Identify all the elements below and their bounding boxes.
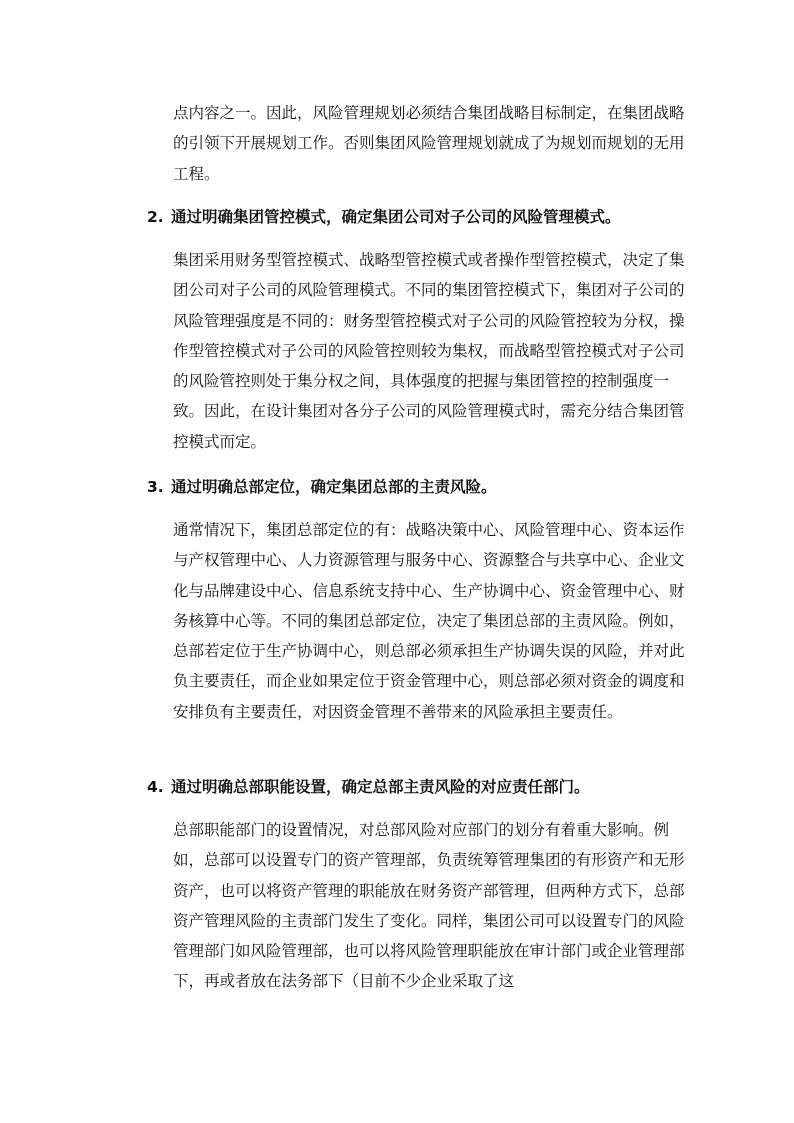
heading-text: 通过明确集团管控模式，确定集团公司对子公司的风险管理模式。 (171, 208, 621, 226)
heading-text: 通过明确总部定位，确定集团总部的主责风险。 (171, 478, 497, 496)
heading-number: 2. (147, 208, 164, 226)
paragraph-strategy-planning: 点内容之一。因此，风险管理规划必须结合集团战略目标制定，在集团战略的引领下开展规划工作。否则集团风险管理规划就成了为规划而规划的无用工程。 (173, 104, 685, 183)
paragraph-hq-functions: 总部职能部门的设置情况，对总部风险对应部门的划分有着重大影响。例如，总部可以设置专门的资产管理部，负责统筹管理集团的有形资产和无形资产，也可以将资产管理的职能放在财务资产部管理，但两种方式下，总部资产管理风险的主责部门发生了变化。同样，集团公司可以设置专门的风险管理部门如风险管理部，也可以将风险管理职能放在审计部门或企业管理部下，再或者放在法务部下（目前不少企业采取了这 (173, 821, 685, 991)
paragraph-hq-positioning: 通常情况下，集团总部定位的有：战略决策中心、风险管理中心、资本运作与产权管理中心、人力资源管理与服务中心、资源整合与共享中心、企业文化与品牌建设中心、信息系统支持中心、生产协调中心、资金管理中心、财务核算中心等。不同的集团总部定位，决定了集团总部的主责风险。例如，总部若定位于生产协调中心，则总部必须承担生产协调失误的风险，并对此负主要责任，而企业如果定位于资金管理中心，则总部必须对资金的调度和安排负有主要责任，对因资金管理不善带来的风险承担主要责任。 (173, 521, 685, 721)
heading-2 (147, 202, 687, 232)
heading-3 (147, 472, 687, 502)
heading-4 (147, 772, 687, 802)
heading-number: 4. (147, 778, 164, 796)
paragraph-control-mode: 集团采用财务型管控模式、战略型管控模式或者操作型管控模式，决定了集团公司对子公司的风险管理模式。不同的集团管控模式下，集团对子公司的风险管理强度是不同的：财务型管控模式对子公司的风险管控较为分权，操作型管控模式对子公司的风险管控则较为集权，而战略型管控模式对子公司的风险管控则处于集分权之间，具体强度的把握与集团管控的控制强度一致。因此，在设计集团对各分子公司的风险管理模式时，需充分结合集团管控模式而定。 (173, 251, 685, 451)
heading-text: 通过明确总部职能设置，确定总部主责风险的对应责任部门。 (171, 778, 590, 796)
heading-number: 3. (147, 478, 164, 496)
